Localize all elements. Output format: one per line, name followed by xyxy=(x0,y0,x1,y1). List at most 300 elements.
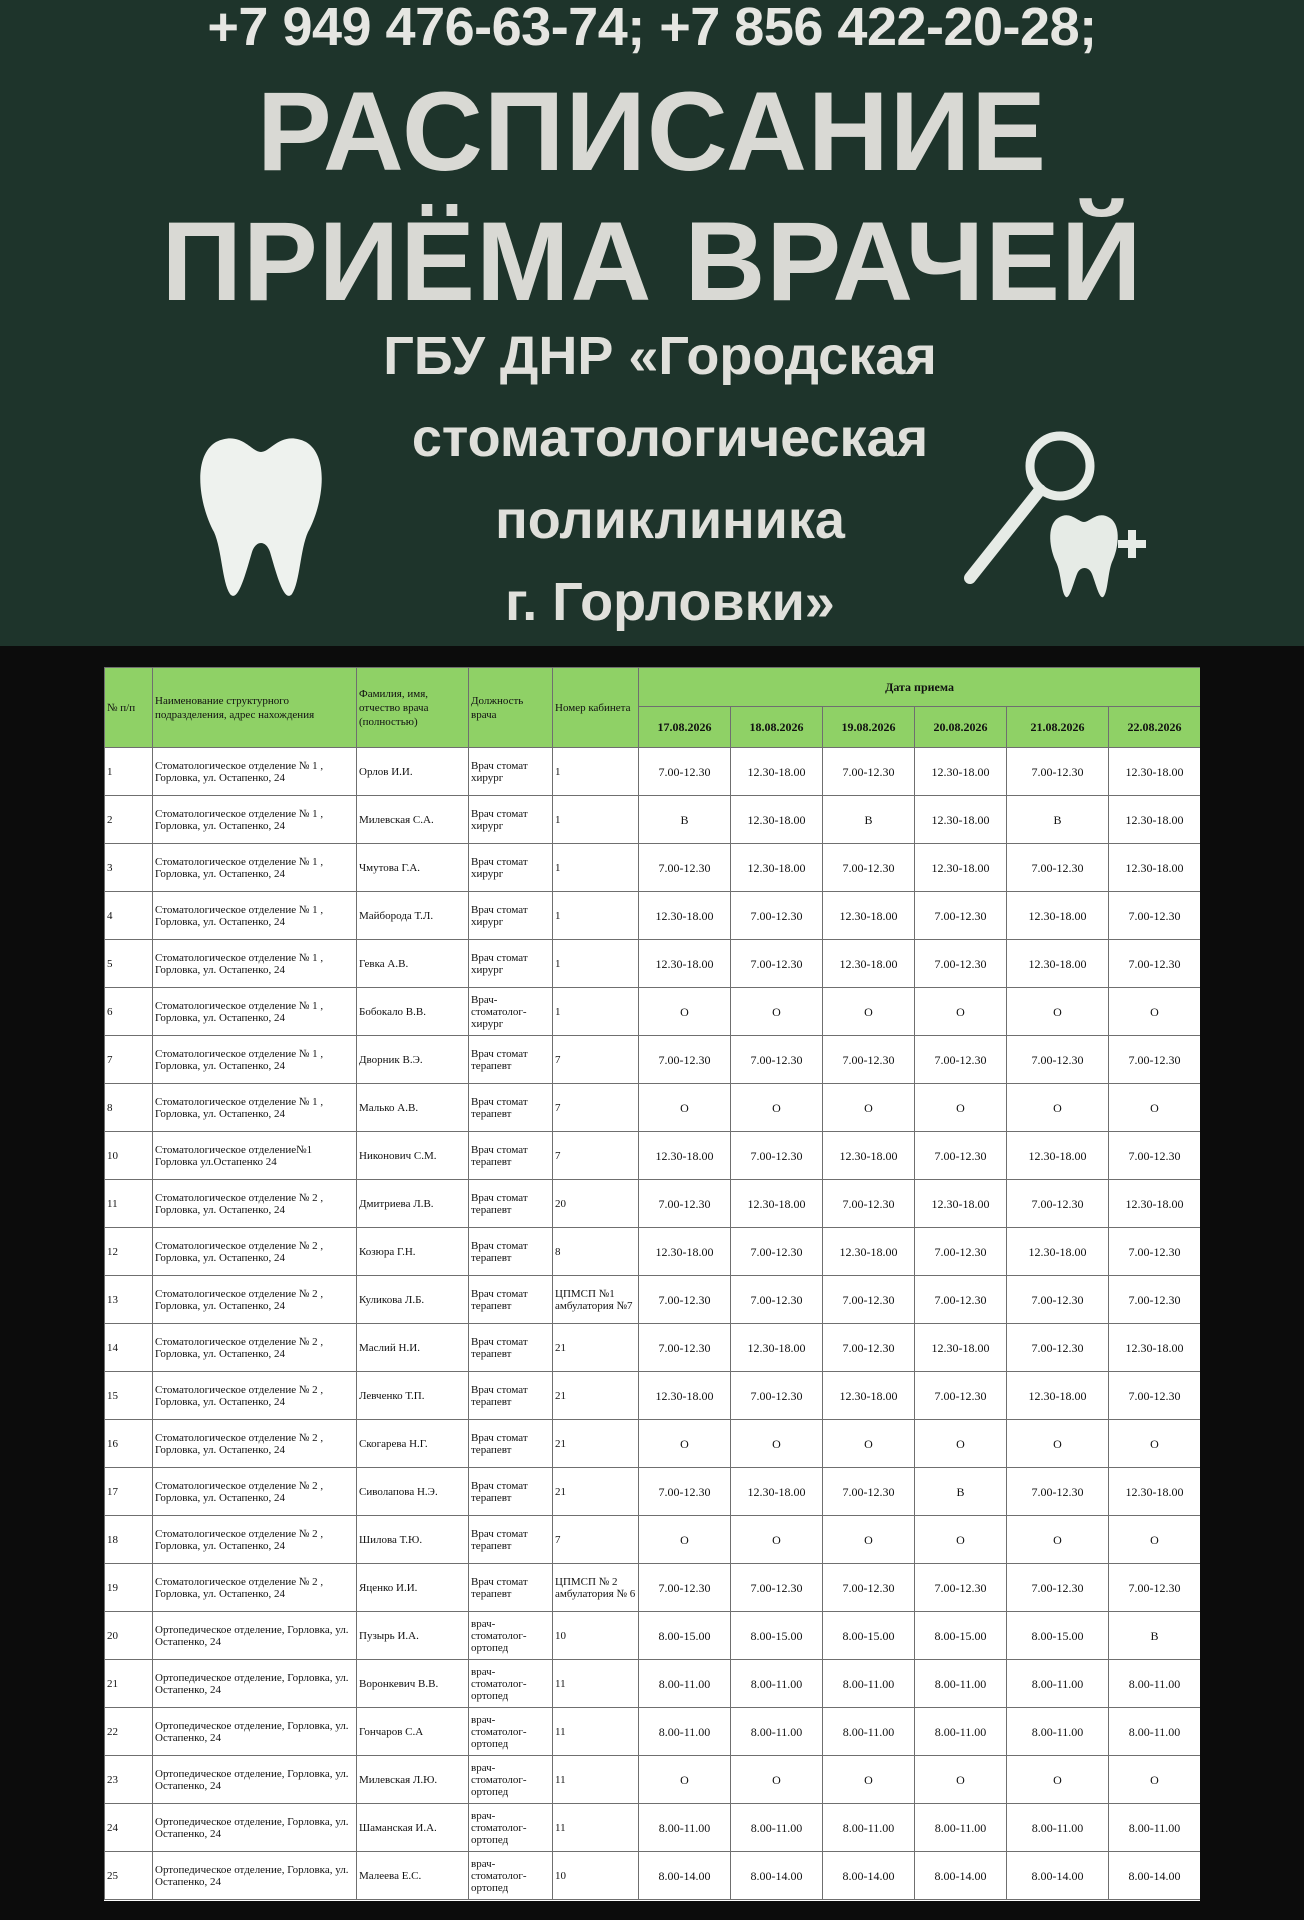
schedule-cell: О xyxy=(823,1516,915,1564)
schedule-cell: 7.00-12.30 xyxy=(1007,1468,1109,1516)
unit-cell: Стоматологическое отделение № 1 , Горловка, ул. Остапенко, 24 xyxy=(153,844,357,892)
unit-cell: Стоматологическое отделение № 2 , Горловка, ул. Остапенко, 24 xyxy=(153,1324,357,1372)
schedule-cell: О xyxy=(731,1516,823,1564)
unit-cell: Стоматологическое отделение № 2 , Горловка, ул. Остапенко, 24 xyxy=(153,1420,357,1468)
doctor-name-cell: Пузырь И.А. xyxy=(357,1612,469,1660)
schedule-cell: 12.30-18.00 xyxy=(731,1180,823,1228)
table-row xyxy=(105,1324,1201,1372)
schedule-cell: 8.00-11.00 xyxy=(639,1708,731,1756)
position-cell: врач-стоматолог-ортопед xyxy=(469,1660,553,1708)
doctor-name-cell: Малько А.В. xyxy=(357,1084,469,1132)
schedule-cell: В xyxy=(915,1468,1007,1516)
position-cell: Врач стомат терапевт xyxy=(469,1420,553,1468)
schedule-cell: 8.00-14.00 xyxy=(639,1852,731,1900)
schedule-cell: 7.00-12.30 xyxy=(1109,1228,1201,1276)
doctor-name-cell: Шаманская И.А. xyxy=(357,1804,469,1852)
table-row xyxy=(105,988,1201,1036)
schedule-cell: 7.00-12.30 xyxy=(1109,1372,1201,1420)
contact-phones: +7 949 476-63-74; +7 856 422-20-28; xyxy=(207,0,1097,57)
schedule-cell: 12.30-18.00 xyxy=(823,892,915,940)
schedule-cell: В xyxy=(823,796,915,844)
doctor-name-cell: Козюра Г.Н. xyxy=(357,1228,469,1276)
unit-cell: Ортопедическое отделение, Горловка, ул. Остапенко, 24 xyxy=(153,1756,357,1804)
row-number-cell: 1 xyxy=(105,748,153,796)
unit-cell: Ортопедическое отделение, Горловка, ул. Остапенко, 24 xyxy=(153,1612,357,1660)
schedule-cell: 7.00-12.30 xyxy=(915,1276,1007,1324)
doctor-name-cell: Малеева Е.С. xyxy=(357,1852,469,1900)
schedule-cell: О xyxy=(1109,1756,1201,1804)
table-row xyxy=(105,1228,1201,1276)
doctor-name-cell: Сиволапова Н.Э. xyxy=(357,1468,469,1516)
table-row xyxy=(105,1084,1201,1132)
schedule-cell: О xyxy=(1007,1084,1109,1132)
cabinet-cell: 8 xyxy=(553,1228,639,1276)
position-cell: Врач стомат терапевт xyxy=(469,1084,553,1132)
cabinet-cell: 11 xyxy=(553,1756,639,1804)
position-cell: Врач стомат терапевт xyxy=(469,1372,553,1420)
doctor-name-cell: Бобокало В.В. xyxy=(357,988,469,1036)
col-header-date: 18.08.2026 xyxy=(731,707,823,748)
schedule-body xyxy=(105,748,1201,1900)
schedule-cell: 8.00-11.00 xyxy=(915,1804,1007,1852)
cabinet-cell: 7 xyxy=(553,1516,639,1564)
doctor-name-cell: Чмутова Г.А. xyxy=(357,844,469,892)
table-row xyxy=(105,1132,1201,1180)
unit-cell: Стоматологическое отделение № 1 , Горловка, ул. Остапенко, 24 xyxy=(153,1036,357,1084)
position-cell: Врач стомат терапевт xyxy=(469,1324,553,1372)
schedule-cell: 8.00-11.00 xyxy=(1109,1660,1201,1708)
row-number-cell: 22 xyxy=(105,1708,153,1756)
schedule-cell: 12.30-18.00 xyxy=(1109,1468,1201,1516)
table-row xyxy=(105,844,1201,892)
schedule-cell: О xyxy=(1007,1420,1109,1468)
schedule-cell: 12.30-18.00 xyxy=(1109,1180,1201,1228)
col-header-name: Фамилия, имя, отчество врача (полностью) xyxy=(357,668,469,748)
schedule-cell: 7.00-12.30 xyxy=(915,1228,1007,1276)
cabinet-cell: ЦПМСП №1 амбулатория №7 xyxy=(553,1276,639,1324)
unit-cell: Стоматологическое отделение № 2 , Горловка, ул. Остапенко, 24 xyxy=(153,1516,357,1564)
schedule-cell: 8.00-11.00 xyxy=(823,1804,915,1852)
col-header-num: № п/п xyxy=(105,668,153,748)
table-row xyxy=(105,1516,1201,1564)
schedule-cell: В xyxy=(1007,796,1109,844)
schedule-cell: 7.00-12.30 xyxy=(639,844,731,892)
schedule-cell: 7.00-12.30 xyxy=(1007,1564,1109,1612)
schedule-cell: 12.30-18.00 xyxy=(639,1132,731,1180)
schedule-cell: 12.30-18.00 xyxy=(1007,1372,1109,1420)
schedule-cell: 8.00-11.00 xyxy=(731,1708,823,1756)
unit-cell: Стоматологическое отделение№1 Горловка ул.Остапенко 24 xyxy=(153,1132,357,1180)
row-number-cell: 16 xyxy=(105,1420,153,1468)
cabinet-cell: 1 xyxy=(553,844,639,892)
tooth-icon xyxy=(196,432,326,598)
schedule-cell: 12.30-18.00 xyxy=(823,940,915,988)
schedule-cell: 12.30-18.00 xyxy=(639,892,731,940)
schedule-cell: 8.00-14.00 xyxy=(731,1852,823,1900)
row-number-cell: 2 xyxy=(105,796,153,844)
schedule-cell: 12.30-18.00 xyxy=(915,1324,1007,1372)
schedule-cell: В xyxy=(639,796,731,844)
row-number-cell: 11 xyxy=(105,1180,153,1228)
schedule-cell: О xyxy=(731,1420,823,1468)
doctor-name-cell: Левченко Т.П. xyxy=(357,1372,469,1420)
page-title-line1: РАСПИСАНИЕ xyxy=(257,69,1047,194)
schedule-cell: 7.00-12.30 xyxy=(823,1324,915,1372)
cabinet-cell: 21 xyxy=(553,1468,639,1516)
schedule-cell: О xyxy=(731,1084,823,1132)
page-title-line2: ПРИЁМА ВРАЧЕЙ xyxy=(161,199,1143,324)
schedule-cell: О xyxy=(915,988,1007,1036)
schedule-cell: 8.00-11.00 xyxy=(639,1804,731,1852)
col-header-unit: Наименование структурного подразделения, адрес нахождения xyxy=(153,668,357,748)
row-number-cell: 18 xyxy=(105,1516,153,1564)
position-cell: врач-стоматолог-ортопед xyxy=(469,1756,553,1804)
schedule-cell: 12.30-18.00 xyxy=(731,796,823,844)
unit-cell: Ортопедическое отделение, Горловка, ул. Остапенко, 24 xyxy=(153,1804,357,1852)
schedule-cell: 7.00-12.30 xyxy=(1109,940,1201,988)
schedule-cell: 7.00-12.30 xyxy=(1109,1036,1201,1084)
schedule-cell: О xyxy=(639,1756,731,1804)
schedule-cell: О xyxy=(731,988,823,1036)
table-row xyxy=(105,1276,1201,1324)
unit-cell: Стоматологическое отделение № 2 , Горловка, ул. Остапенко, 24 xyxy=(153,1468,357,1516)
cabinet-cell: 10 xyxy=(553,1612,639,1660)
schedule-cell: 8.00-14.00 xyxy=(823,1852,915,1900)
schedule-cell: 12.30-18.00 xyxy=(915,1180,1007,1228)
position-cell: врач-стоматолог-ортопед xyxy=(469,1612,553,1660)
schedule-cell: 7.00-12.30 xyxy=(1007,1180,1109,1228)
schedule-cell: О xyxy=(1007,1516,1109,1564)
schedule-cell: 12.30-18.00 xyxy=(1109,1324,1201,1372)
schedule-cell: 8.00-14.00 xyxy=(915,1852,1007,1900)
unit-cell: Ортопедическое отделение, Горловка, ул. Остапенко, 24 xyxy=(153,1852,357,1900)
cabinet-cell: 11 xyxy=(553,1804,639,1852)
col-header-date: 20.08.2026 xyxy=(915,707,1007,748)
schedule-cell: О xyxy=(1109,1420,1201,1468)
schedule-cell: 7.00-12.30 xyxy=(915,940,1007,988)
schedule-cell: 12.30-18.00 xyxy=(1007,1132,1109,1180)
doctor-name-cell: Никонович С.М. xyxy=(357,1132,469,1180)
schedule-cell: 12.30-18.00 xyxy=(1109,748,1201,796)
cabinet-cell: 1 xyxy=(553,748,639,796)
cabinet-cell: 7 xyxy=(553,1084,639,1132)
doctor-name-cell: Шилова Т.Ю. xyxy=(357,1516,469,1564)
schedule-cell: 7.00-12.30 xyxy=(639,1180,731,1228)
row-number-cell: 4 xyxy=(105,892,153,940)
schedule-cell: 7.00-12.30 xyxy=(639,1564,731,1612)
schedule-cell: 7.00-12.30 xyxy=(1007,1324,1109,1372)
schedule-cell: 7.00-12.30 xyxy=(731,1228,823,1276)
schedule-cell: 7.00-12.30 xyxy=(1007,1276,1109,1324)
schedule-cell: 8.00-11.00 xyxy=(1007,1660,1109,1708)
table-row xyxy=(105,1564,1201,1612)
table-row xyxy=(105,1708,1201,1756)
schedule-cell: О xyxy=(1109,1084,1201,1132)
schedule-cell: О xyxy=(915,1756,1007,1804)
schedule-cell: 7.00-12.30 xyxy=(639,748,731,796)
table-row xyxy=(105,796,1201,844)
cabinet-cell: 7 xyxy=(553,1132,639,1180)
org-name-line4: г. Горловки» xyxy=(505,572,835,632)
position-cell: Врач стомат хирург xyxy=(469,892,553,940)
row-number-cell: 5 xyxy=(105,940,153,988)
schedule-cell: О xyxy=(915,1420,1007,1468)
position-cell: Врач стомат терапевт xyxy=(469,1180,553,1228)
schedule-cell: 12.30-18.00 xyxy=(639,1228,731,1276)
schedule-cell: 7.00-12.30 xyxy=(1007,844,1109,892)
schedule-cell: 7.00-12.30 xyxy=(731,1276,823,1324)
cabinet-cell: 10 xyxy=(553,1852,639,1900)
schedule-cell: 7.00-12.30 xyxy=(639,1324,731,1372)
schedule-cell: 7.00-12.30 xyxy=(915,1036,1007,1084)
cabinet-cell: 1 xyxy=(553,892,639,940)
schedule-cell: 7.00-12.30 xyxy=(731,1372,823,1420)
table-row xyxy=(105,892,1201,940)
row-number-cell: 23 xyxy=(105,1756,153,1804)
schedule-cell: 7.00-12.30 xyxy=(823,1276,915,1324)
org-name-line2: стоматологическая xyxy=(411,408,929,468)
schedule-cell: 8.00-15.00 xyxy=(639,1612,731,1660)
schedule-cell: 7.00-12.30 xyxy=(823,1564,915,1612)
schedule-cell: 7.00-12.30 xyxy=(823,1036,915,1084)
col-header-cabinet: Номер кабинета xyxy=(553,668,639,748)
schedule-cell: О xyxy=(823,988,915,1036)
table-row xyxy=(105,1612,1201,1660)
schedule-cell: В xyxy=(1109,1612,1201,1660)
schedule-cell: 8.00-11.00 xyxy=(731,1660,823,1708)
schedule-cell: 12.30-18.00 xyxy=(1109,844,1201,892)
schedule-cell: 8.00-15.00 xyxy=(915,1612,1007,1660)
schedule-cell: 8.00-15.00 xyxy=(1007,1612,1109,1660)
schedule-cell: 12.30-18.00 xyxy=(823,1228,915,1276)
schedule-cell: 12.30-18.00 xyxy=(823,1372,915,1420)
cabinet-cell: 21 xyxy=(553,1420,639,1468)
schedule-cell: 12.30-18.00 xyxy=(639,940,731,988)
position-cell: Врач стомат хирург xyxy=(469,796,553,844)
schedule-cell: 8.00-11.00 xyxy=(1007,1708,1109,1756)
schedule-cell: 7.00-12.30 xyxy=(823,1180,915,1228)
position-cell: Врач стомат терапевт xyxy=(469,1036,553,1084)
schedule-cell: О xyxy=(915,1516,1007,1564)
schedule-cell: 7.00-12.30 xyxy=(731,892,823,940)
unit-cell: Стоматологическое отделение № 2 , Горловка, ул. Остапенко, 24 xyxy=(153,1372,357,1420)
table-row xyxy=(105,748,1201,796)
doctor-name-cell: Орлов И.И. xyxy=(357,748,469,796)
schedule-cell: 7.00-12.30 xyxy=(1007,1036,1109,1084)
unit-cell: Стоматологическое отделение № 2 , Горловка, ул. Остапенко, 24 xyxy=(153,1228,357,1276)
schedule-cell: 7.00-12.30 xyxy=(1109,892,1201,940)
org-name-line1: ГБУ ДНР «Городская xyxy=(383,326,937,386)
row-number-cell: 20 xyxy=(105,1612,153,1660)
schedule-cell: 8.00-15.00 xyxy=(731,1612,823,1660)
row-number-cell: 21 xyxy=(105,1660,153,1708)
schedule-cell: 7.00-12.30 xyxy=(1007,748,1109,796)
col-header-date: 17.08.2026 xyxy=(639,707,731,748)
row-number-cell: 13 xyxy=(105,1276,153,1324)
cabinet-cell: 11 xyxy=(553,1708,639,1756)
schedule-cell: 12.30-18.00 xyxy=(1007,892,1109,940)
doctor-name-cell: Гончаров С.А xyxy=(357,1708,469,1756)
schedule-cell: 7.00-12.30 xyxy=(823,1468,915,1516)
position-cell: Врач стомат терапевт xyxy=(469,1516,553,1564)
position-cell: Врач стомат хирург xyxy=(469,748,553,796)
schedule-cell: О xyxy=(639,1084,731,1132)
schedule-cell: 8.00-11.00 xyxy=(823,1660,915,1708)
dental-mirror-tooth-plus-icon xyxy=(960,430,1150,610)
schedule-cell: 8.00-11.00 xyxy=(639,1660,731,1708)
schedule-cell: 12.30-18.00 xyxy=(731,748,823,796)
schedule-cell: 7.00-12.30 xyxy=(915,1132,1007,1180)
schedule-cell: 8.00-15.00 xyxy=(823,1612,915,1660)
schedule-cell: 12.30-18.00 xyxy=(1109,796,1201,844)
org-name-line3: поликлиника xyxy=(495,490,845,550)
schedule-cell: 12.30-18.00 xyxy=(915,748,1007,796)
schedule-cell: 7.00-12.30 xyxy=(731,1132,823,1180)
doctor-name-cell: Дмитриева Л.В. xyxy=(357,1180,469,1228)
cabinet-cell: 1 xyxy=(553,940,639,988)
schedule-sheet xyxy=(104,667,1200,1901)
unit-cell: Ортопедическое отделение, Горловка, ул. Остапенко, 24 xyxy=(153,1708,357,1756)
position-cell: Врач стомат хирург xyxy=(469,844,553,892)
position-cell: Врач-стоматолог-хирург xyxy=(469,988,553,1036)
schedule-cell: О xyxy=(639,1420,731,1468)
cabinet-cell: 1 xyxy=(553,796,639,844)
position-cell: врач-стоматолог-ортопед xyxy=(469,1804,553,1852)
schedule-cell: 8.00-11.00 xyxy=(1109,1708,1201,1756)
doctor-name-cell: Маслий Н.И. xyxy=(357,1324,469,1372)
unit-cell: Стоматологическое отделение № 2 , Горловка, ул. Остапенко, 24 xyxy=(153,1276,357,1324)
position-cell: Врач стомат терапевт xyxy=(469,1132,553,1180)
unit-cell: Стоматологическое отделение № 1 , Горловка, ул. Остапенко, 24 xyxy=(153,988,357,1036)
row-number-cell: 12 xyxy=(105,1228,153,1276)
cabinet-cell: 21 xyxy=(553,1324,639,1372)
schedule-cell: О xyxy=(1109,988,1201,1036)
unit-cell: Стоматологическое отделение № 1 , Горловка, ул. Остапенко, 24 xyxy=(153,940,357,988)
table-row xyxy=(105,1468,1201,1516)
schedule-cell: 12.30-18.00 xyxy=(915,796,1007,844)
table-row xyxy=(105,1180,1201,1228)
position-cell: Врач стомат хирург xyxy=(469,940,553,988)
unit-cell: Стоматологическое отделение № 1 , Горловка, ул. Остапенко, 24 xyxy=(153,748,357,796)
schedule-cell: 12.30-18.00 xyxy=(915,844,1007,892)
cabinet-cell: 20 xyxy=(553,1180,639,1228)
schedule-cell: 8.00-14.00 xyxy=(1007,1852,1109,1900)
col-header-date: 19.08.2026 xyxy=(823,707,915,748)
row-number-cell: 10 xyxy=(105,1132,153,1180)
doctor-name-cell: Куликова Л.Б. xyxy=(357,1276,469,1324)
table-row xyxy=(105,1036,1201,1084)
schedule-cell: 7.00-12.30 xyxy=(731,1036,823,1084)
schedule-table xyxy=(104,667,1200,1900)
position-cell: Врач стомат терапевт xyxy=(469,1276,553,1324)
schedule-cell: О xyxy=(823,1084,915,1132)
schedule-cell: 7.00-12.30 xyxy=(731,1564,823,1612)
doctor-name-cell: Майборода Т.Л. xyxy=(357,892,469,940)
row-number-cell: 15 xyxy=(105,1372,153,1420)
schedule-cell: 7.00-12.30 xyxy=(731,940,823,988)
table-row xyxy=(105,1660,1201,1708)
row-number-cell: 24 xyxy=(105,1804,153,1852)
row-number-cell: 17 xyxy=(105,1468,153,1516)
schedule-cell: 8.00-11.00 xyxy=(915,1708,1007,1756)
position-cell: врач-стоматолог-ортопед xyxy=(469,1708,553,1756)
cabinet-cell: 21 xyxy=(553,1372,639,1420)
row-number-cell: 7 xyxy=(105,1036,153,1084)
schedule-cell: 8.00-14.00 xyxy=(1109,1852,1201,1900)
schedule-cell: 8.00-11.00 xyxy=(1007,1804,1109,1852)
doctor-name-cell: Яценко И.И. xyxy=(357,1564,469,1612)
unit-cell: Стоматологическое отделение № 1 , Горловка, ул. Остапенко, 24 xyxy=(153,892,357,940)
row-number-cell: 8 xyxy=(105,1084,153,1132)
table-row xyxy=(105,1756,1201,1804)
schedule-cell: 12.30-18.00 xyxy=(731,1468,823,1516)
schedule-cell: О xyxy=(1007,988,1109,1036)
schedule-cell: О xyxy=(639,1516,731,1564)
schedule-cell: 7.00-12.30 xyxy=(639,1036,731,1084)
row-number-cell: 6 xyxy=(105,988,153,1036)
cabinet-cell: ЦПМСП № 2 амбулатория № 6 xyxy=(553,1564,639,1612)
position-cell: Врач стомат терапевт xyxy=(469,1564,553,1612)
schedule-cell: 12.30-18.00 xyxy=(639,1372,731,1420)
table-row xyxy=(105,1372,1201,1420)
schedule-cell: О xyxy=(823,1420,915,1468)
schedule-cell: 7.00-12.30 xyxy=(915,892,1007,940)
row-number-cell: 25 xyxy=(105,1852,153,1900)
schedule-cell: 7.00-12.30 xyxy=(823,748,915,796)
schedule-cell: 7.00-12.30 xyxy=(915,1564,1007,1612)
schedule-cell: О xyxy=(823,1756,915,1804)
schedule-cell: 12.30-18.00 xyxy=(1007,940,1109,988)
schedule-cell: 12.30-18.00 xyxy=(731,1324,823,1372)
table-row xyxy=(105,940,1201,988)
doctor-name-cell: Милевская С.А. xyxy=(357,796,469,844)
schedule-cell: 7.00-12.30 xyxy=(915,1372,1007,1420)
position-cell: Врач стомат терапевт xyxy=(469,1228,553,1276)
unit-cell: Стоматологическое отделение № 2 , Горловка, ул. Остапенко, 24 xyxy=(153,1564,357,1612)
doctor-name-cell: Гевка А.В. xyxy=(357,940,469,988)
schedule-cell: 12.30-18.00 xyxy=(731,844,823,892)
table-row xyxy=(105,1852,1201,1900)
header-banner xyxy=(0,0,1304,646)
schedule-cell: О xyxy=(639,988,731,1036)
schedule-cell: 8.00-11.00 xyxy=(915,1660,1007,1708)
doctor-name-cell: Дворник В.Э. xyxy=(357,1036,469,1084)
position-cell: Врач стомат терапевт xyxy=(469,1468,553,1516)
unit-cell: Стоматологическое отделение № 2 , Горловка, ул. Остапенко, 24 xyxy=(153,1180,357,1228)
row-number-cell: 19 xyxy=(105,1564,153,1612)
schedule-cell: 7.00-12.30 xyxy=(639,1468,731,1516)
row-number-cell: 14 xyxy=(105,1324,153,1372)
col-header-date: 21.08.2026 xyxy=(1007,707,1109,748)
col-header-position: Должность врача xyxy=(469,668,553,748)
cabinet-cell: 1 xyxy=(553,988,639,1036)
schedule-cell: 7.00-12.30 xyxy=(823,844,915,892)
schedule-cell: 7.00-12.30 xyxy=(639,1276,731,1324)
schedule-cell: О xyxy=(915,1084,1007,1132)
doctor-name-cell: Воронкевич В.В. xyxy=(357,1660,469,1708)
schedule-cell: О xyxy=(1109,1516,1201,1564)
col-header-date: 22.08.2026 xyxy=(1109,707,1201,748)
schedule-cell: О xyxy=(731,1756,823,1804)
doctor-name-cell: Скогарева Н.Г. xyxy=(357,1420,469,1468)
table-row xyxy=(105,1420,1201,1468)
schedule-cell: 12.30-18.00 xyxy=(823,1132,915,1180)
schedule-cell: 8.00-11.00 xyxy=(823,1708,915,1756)
col-header-date-group: Дата приема xyxy=(639,668,1201,707)
schedule-cell: 7.00-12.30 xyxy=(1109,1564,1201,1612)
doctor-name-cell: Милевская Л.Ю. xyxy=(357,1756,469,1804)
table-row xyxy=(105,1804,1201,1852)
